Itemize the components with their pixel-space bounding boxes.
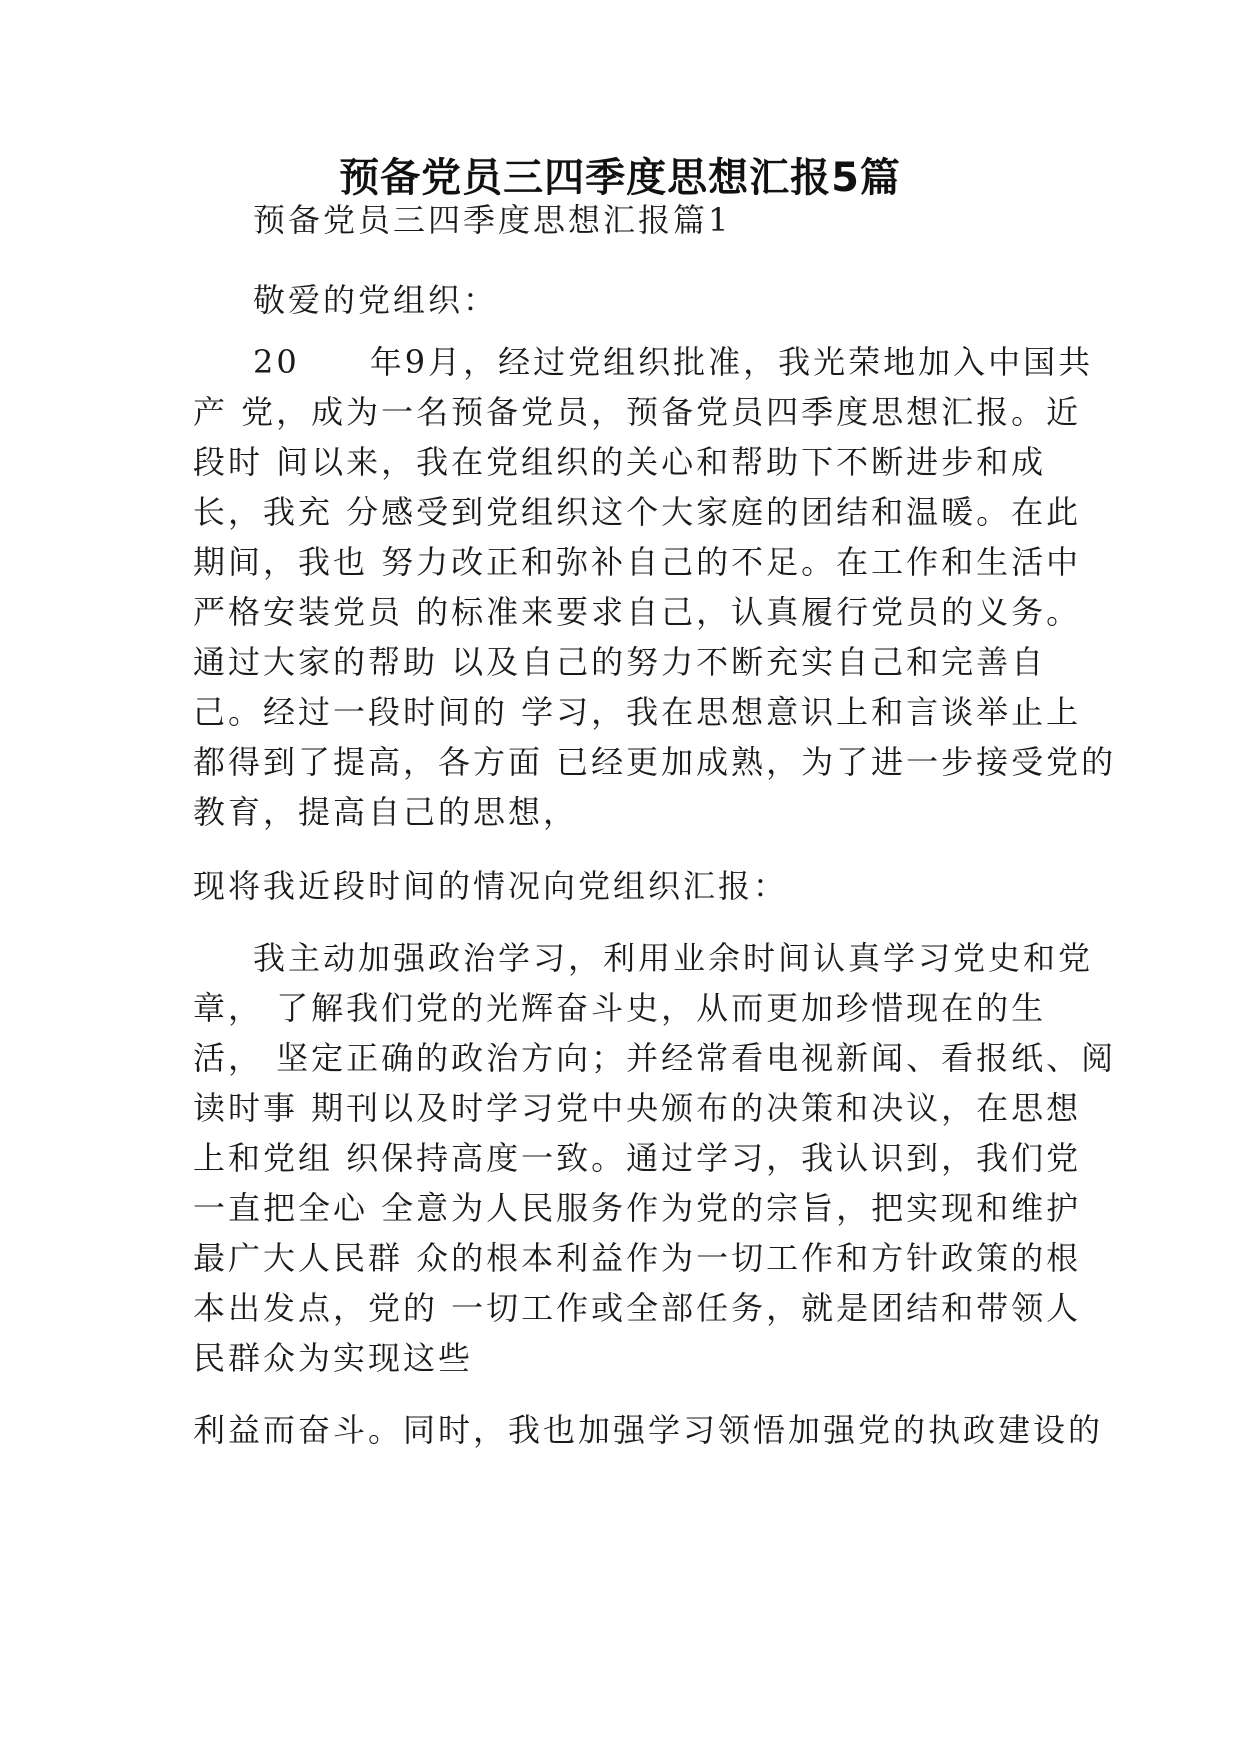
paragraph-line: 上和党组 织保持高度一致。通过学习，我认识到，我们党 bbox=[193, 1139, 1082, 1177]
paragraph-line: 本出发点，党的 一切工作或全部任务，就是团结和带领人 bbox=[193, 1289, 1082, 1327]
paragraph-line: 通过大家的帮助 以及自己的努力不断充实自己和完善自 bbox=[193, 643, 1047, 681]
paragraph-line: 民群众为实现这些 bbox=[193, 1339, 474, 1377]
paragraph-line: 章， 了解我们党的光辉奋斗史，从而更加珍惜现在的生 bbox=[193, 989, 1047, 1027]
paragraph-4: 利益而奋斗。同时，我也加强学习领悟加强党的执政建设的 bbox=[193, 1411, 1104, 1449]
paragraph-line: 教育，提高自己的思想， bbox=[193, 793, 579, 831]
salutation: 敬爱的党组织： bbox=[253, 281, 499, 319]
paragraph-line: 段时 间以来，我在党组织的关心和帮助下不断进步和成 bbox=[193, 443, 1047, 481]
paragraph-line: 我主动加强政治学习，利用业余时间认真学习党史和党 bbox=[253, 939, 1094, 977]
paragraph-line: 读时事 期刊以及时学习党中央颁布的决策和决议，在思想 bbox=[193, 1089, 1082, 1127]
paragraph-2: 现将我近段时间的情况向党组织汇报： bbox=[193, 867, 789, 905]
paragraph-line: 最广大人民群 众的根本利益作为一切工作和方针政策的根 bbox=[193, 1239, 1082, 1277]
paragraph-line: 产 党，成为一名预备党员，预备党员四季度思想汇报。近 bbox=[193, 393, 1082, 431]
document-title: 预备党员三四季度思想汇报5篇 bbox=[339, 155, 901, 201]
paragraph-line: 一直把全心 全意为人民服务作为党的宗旨，把实现和维护 bbox=[193, 1189, 1082, 1227]
paragraph-line: 20 年9月，经过党组织批准，我光荣地加入中国共 bbox=[253, 343, 1094, 381]
paragraph-line: 严格安装党员 的标准来要求自己，认真履行党员的义务。 bbox=[193, 593, 1082, 631]
paragraph-line: 长，我充 分感受到党组织这个大家庭的团结和温暖。在此 bbox=[193, 493, 1082, 531]
paragraph-line: 都得到了提高，各方面 已经更加成熟，为了进一步接受党的 bbox=[193, 743, 1117, 781]
subtitle: 预备党员三四季度思想汇报篇1 bbox=[253, 201, 732, 239]
paragraph-line: 己。经过一段时间的 学习，我在思想意识上和言谈举止上 bbox=[193, 693, 1082, 731]
paragraph-line: 期间，我也 努力改正和弥补自己的不足。在工作和生活中 bbox=[193, 543, 1082, 581]
paragraph-line: 活， 坚定正确的政治方向；并经常看电视新闻、看报纸、阅 bbox=[193, 1039, 1117, 1077]
